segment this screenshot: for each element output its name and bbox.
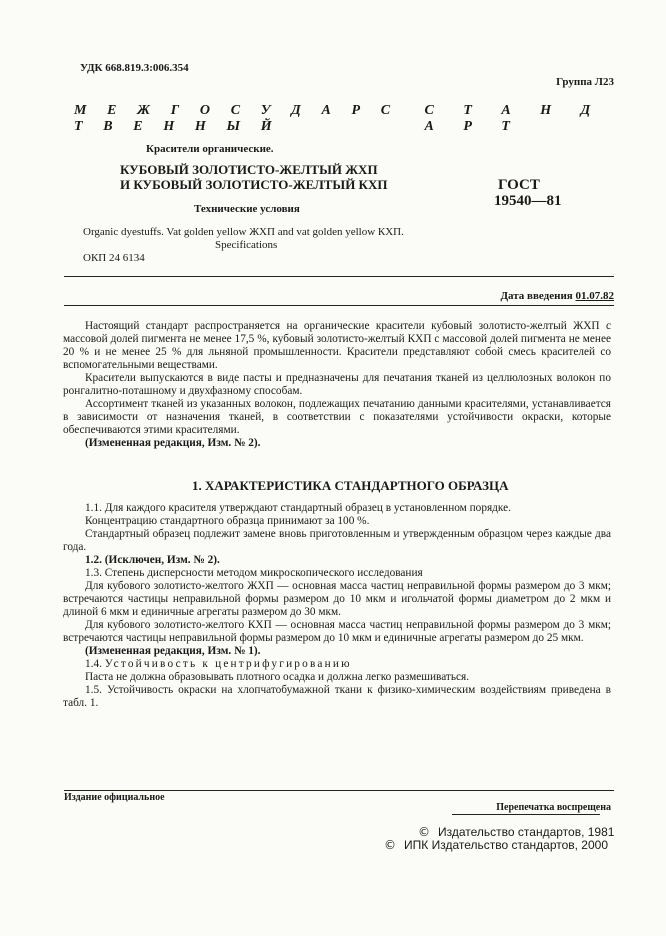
- doc-title: [120, 162, 387, 192]
- doc-subtitle: Красители органические.: [146, 143, 274, 155]
- standard-word: С Т А Н Д А Р Т: [424, 103, 604, 134]
- copyright-text: ИПК Издательство стандартов, 2000: [404, 838, 609, 852]
- divider: [64, 305, 614, 306]
- interstate-word: М Е Ж Г О С У Д А Р С Т В Е Н Н Ы Й: [74, 103, 399, 134]
- gost-label: ГОСТ: [498, 177, 540, 193]
- paragraph-1-1: 1.1. Для каждого красителя утверждают стандартный образец в установленном порядке.: [85, 502, 511, 514]
- okp-code: ОКП 24 6134: [83, 252, 145, 264]
- paragraph: Для кубового золотисто-желтого КХП — основная масса частиц неправильной формы размером до 3 мкм; встречаются частицы неправильной формы размером до 10 мкм и единичные агрегаты размером до 25 мкм.: [63, 619, 611, 644]
- amendment-note: (Измененная редакция, Изм. № 1).: [85, 645, 261, 657]
- intro-text: [63, 320, 611, 450]
- group-code: Группа Л23: [556, 76, 614, 88]
- paragraph-1-4: [63, 658, 611, 671]
- intro-paragraph: Красители выпускаются в виде пасты и предназначены для печатания тканей из целлюлозных волокон по ронгалитно-поташному и двухфазному способам.: [63, 372, 611, 397]
- paragraph: Паста не должна образовывать плотного осадка и должна легко размешиваться.: [85, 671, 470, 683]
- paragraph-1-3: 1.3. Степень дисперсности методом микроскопического исследования: [85, 567, 423, 579]
- section-heading: 1. ХАРАКТЕРИСТИКА СТАНДАРТНОГО ОБРАЗЦА: [192, 478, 509, 493]
- paragraph-1-5: 1.5. Устойчивость окраски на хлопчатобумажной ткани к физико-химическим воздействиям приведена в табл. 1.: [63, 684, 611, 709]
- intro-paragraph: Настоящий стандарт распространяется на органические красители кубовый золотисто-желтый ЖХП с массовой долей пигмента не менее 17,5 %, кубовый золотисто-желтый КХП с массовой долей пигмента не менее 20 % и не менее 25 % для льняной промышленности. Красители представляют собой смесь красителей со вспомогательными веществами.: [63, 320, 611, 371]
- paragraph-number: 1.4.: [85, 658, 102, 670]
- english-line-1: Organic dyestuffs. Vat golden yellow ЖХП and vat golden yellow КХП.: [83, 226, 404, 238]
- copyright-icon: ©: [384, 838, 396, 852]
- official-edition: Издание официальное: [64, 792, 165, 803]
- copyright-icon: ©: [418, 825, 430, 839]
- intro-date: [500, 290, 614, 302]
- paragraph: Для кубового золотисто-желтого ЖХП — основная масса частиц неправильной формы размером до 3 мкм; встречаются частицы неправильной формы размером до 10 мкм и игольчатой формы диаметром до 2 мкм и длиной 6 мкм и единичные агрегаты размером до 30 мкм.: [63, 580, 611, 618]
- paragraph: Стандартный образец подлежит замене вновь приготовленным и утвержденным образцом через каждые два года.: [63, 528, 611, 553]
- tech-conditions: Технические условия: [194, 203, 300, 215]
- title-line-2: И КУБОВЫЙ ЗОЛОТИСТО-ЖЕЛТЫЙ КХП: [120, 177, 388, 192]
- interstate-standard-banner: [74, 103, 614, 135]
- intro-amendment: (Измененная редакция, Изм. № 2).: [85, 437, 261, 449]
- section1-text: [63, 502, 611, 710]
- title-line-1: КУБОВЫЙ ЗОЛОТИСТО-ЖЕЛТЫЙ ЖХП: [120, 162, 378, 177]
- intro-date-value: 01.07.82: [575, 290, 614, 302]
- intro-date-label: Дата введения: [500, 290, 576, 302]
- english-title: [83, 226, 404, 252]
- spaced-heading: Устойчивость к центрифугированию: [104, 658, 352, 670]
- footer-divider: [64, 790, 614, 791]
- reprint-prohibited: Перепечатка воспрещена: [496, 802, 611, 813]
- intro-paragraph: Ассортимент тканей из указанных волокон, подлежащих печатанию данными красителями, устанавливается в зависимости от назначения тканей, в соответствии с показателями устойчивости окраски, которые обеспечиваются этими красителями.: [63, 398, 611, 436]
- gost-number: 19540—81: [494, 193, 562, 209]
- copyright-line-2: [384, 839, 614, 852]
- copyright-block: [384, 826, 614, 852]
- paragraph: Концентрацию стандартного образца принимают за 100 %.: [85, 515, 370, 527]
- paragraph-1-2: 1.2. (Исключен, Изм. № 2).: [85, 554, 220, 566]
- english-line-2: Specifications: [215, 239, 278, 251]
- gost-designation: [494, 177, 562, 209]
- divider: [64, 276, 614, 277]
- copyright-text: Издательство стандартов, 1981: [438, 825, 615, 839]
- udk-code: УДК 668.819.3:006.354: [80, 62, 189, 74]
- footer-divider: [452, 814, 600, 815]
